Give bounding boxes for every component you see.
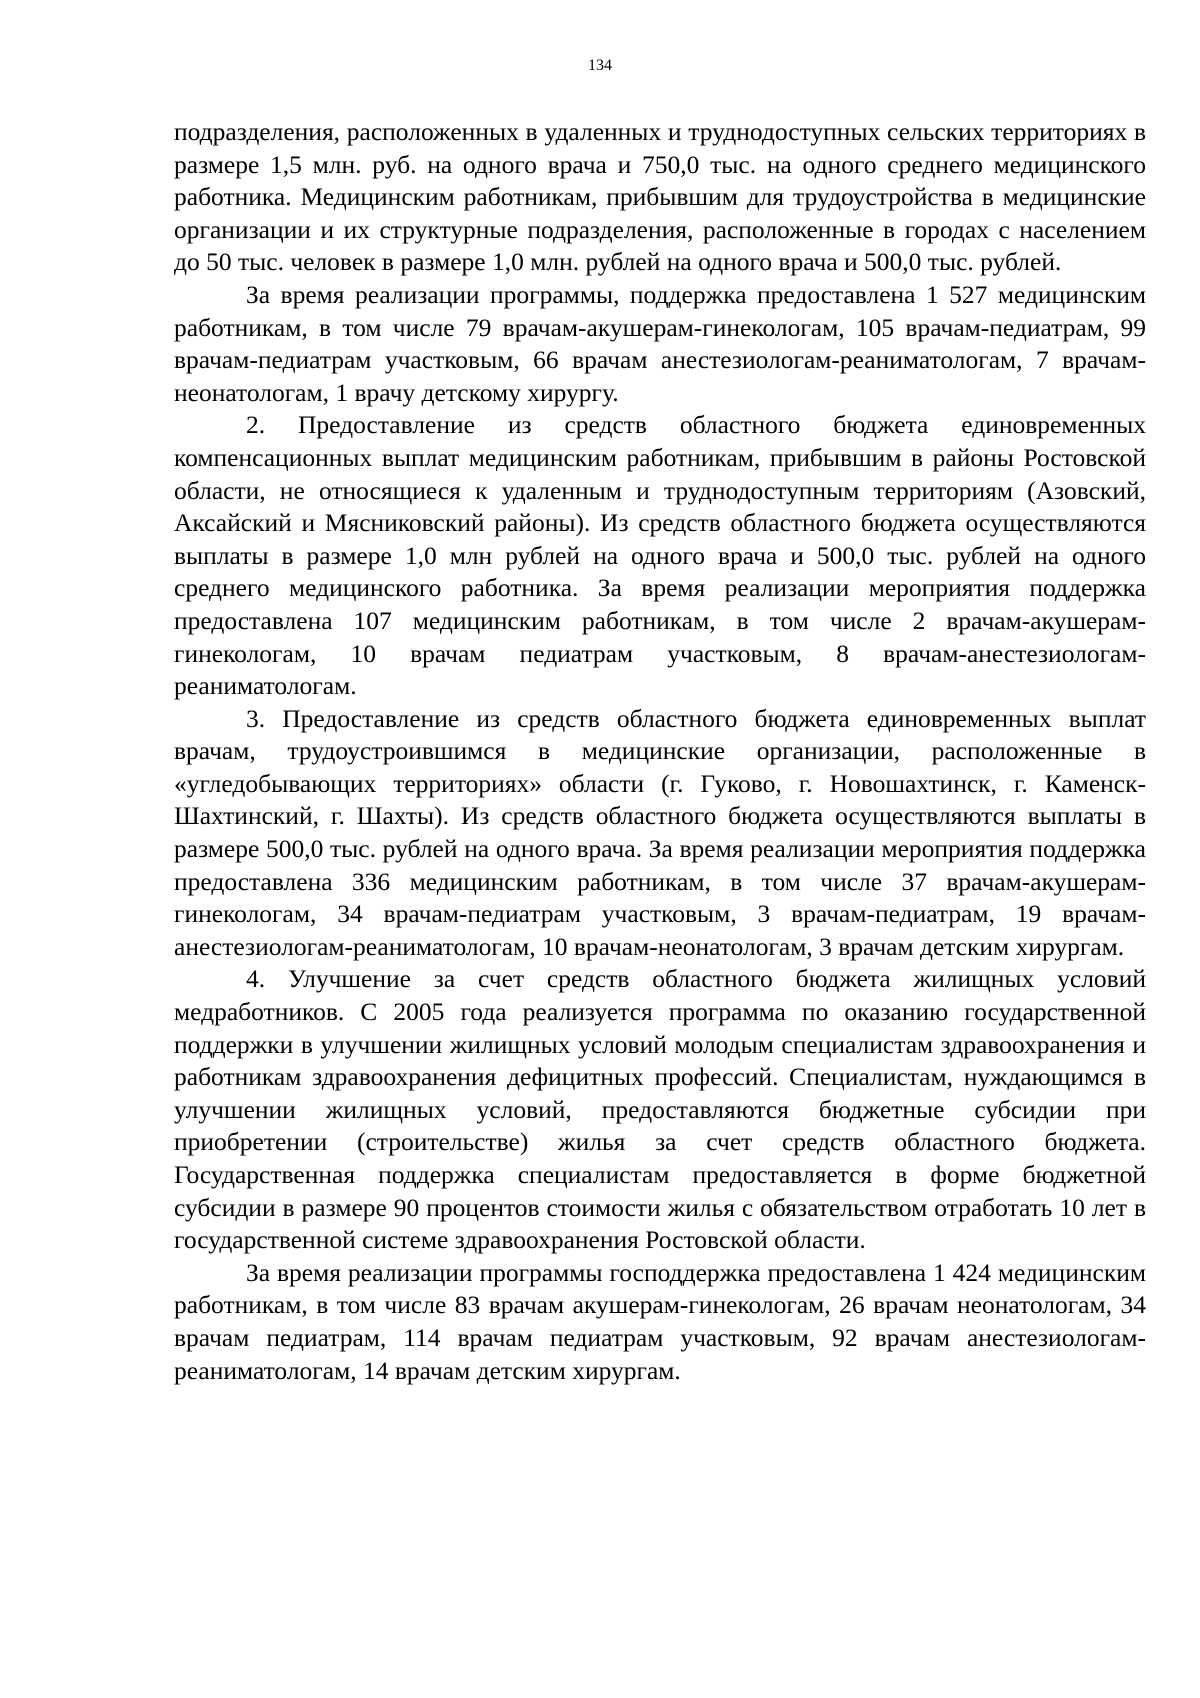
- paragraph-6: За время реализации программы господдержка предоставлена 1 424 медицинским работникам, в том числе 83 врачам акушерам-гинекологам, 26 врачам неонатологам, 34 врачам педиатрам, 114 врачам педиатрам участковым, 92 врачам анестезиологам-реаниматологам, 14 врачам детским хирургам.: [174, 1257, 1146, 1385]
- paragraph-2: За время реализации программы, поддержка предоставлена 1 527 медицинским работникам, в том числе 79 врачам-акушерам-гинекологам, 105 врачам-педиатрам, 99 врачам-педиатрам участковым, 66 врачам анестезиологам-реаниматологам, 7 врачам-неонатологам, 1 врачу детскому хирургу.: [174, 279, 1146, 407]
- body-text: [174, 116, 1146, 1387]
- paragraph-1: подразделения, расположенных в удаленных и труднодоступных сельских территориях в размере 1,5 млн. руб. на одного врача и 750,0 тыс. на одного среднего медицинского работника. Медицинским работникам, прибывшим для трудоустройства в медицинские организации и их структурные подразделения, расположенные в городах с населением до 50 тыс. человек в размере 1,0 млн. рублей на одного врача и 500,0 тыс. рублей.: [174, 117, 1146, 277]
- paragraph-4: 3. Предоставление из средств областного бюджета единовременных выплат врачам, трудоустроившимся в медицинские организации, расположенные в «угледобывающих территориях» области (г. Гуково, г. Новошахтинск, г. Каменск-Шахтинский, г. Шахты). Из средств областного бюджета осуществляются выплаты в размере 500,0 тыс. рублей на одного врача. За время реализации мероприятия поддержка предоставлена 336 медицинским работникам, в том числе 37 врачам-акушерам-гинекологам, 34 врачам-педиатрам участковым, 3 врачам-педиатрам, 19 врачам-анестезиологам-реаниматологам, 10 врачам-неонатологам, 3 врачам детским хирургам.: [174, 703, 1146, 961]
- paragraph-5: 4. Улучшение за счет средств областного бюджета жилищных условий медработников. С 2005 года реализуется программа по оказанию государственной поддержки в улучшении жилищных условий молодым специалистам здравоохранения и работникам здравоохранения дефицитных профессий. Специалистам, нуждающимся в улучшении жилищных условий, предоставляются бюджетные субсидии при приобретении (строительстве) жилья за счет средств областного бюджета. Государственная поддержка специалистам предоставляется в форме бюджетной субсидии в размере 90 процентов стоимости жилья с обязательством отработать 10 лет в государственной системе здравоохранения Ростовской области.: [174, 964, 1146, 1255]
- page-number: 134: [588, 57, 612, 74]
- paragraph-3: 2. Предоставление из средств областного бюджета единовременных компенсационных выплат медицинским работникам, прибывшим в районы Ростовской области, не относящиеся к удаленным и труднодоступным территориям (Азовский, Аксайский и Мясниковский районы). Из средств областного бюджета осуществляются выплаты в размере 1,0 млн рублей на одного врача и 500,0 тыс. рублей на одного среднего медицинского работника. За время реализации мероприятия поддержка предоставлена 107 медицинским работникам, в том числе 2 врачам-акушерам-гинекологам, 10 врачам педиатрам участковым, 8 врачам-анестезиологам-реаниматологам.: [174, 410, 1146, 701]
